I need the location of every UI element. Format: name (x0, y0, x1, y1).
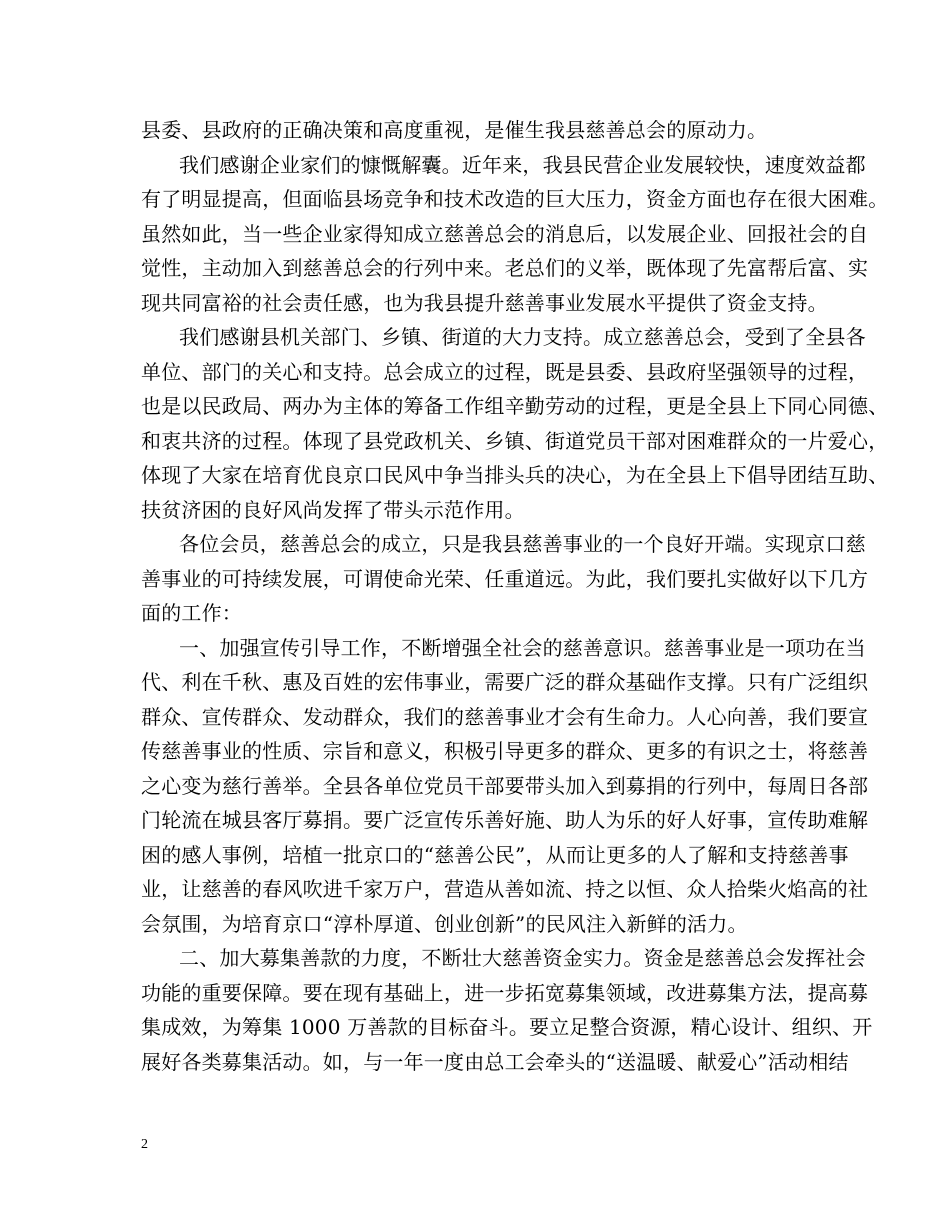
text-line: 我们感谢企业家们的慷慨解囊。近年来，我县民营企业发展较快，速度效益都 (179, 152, 866, 177)
text-line: 体现了大家在培育优良京口民风中争当排头兵的决心，为在全县上下倡导团结互助、 (141, 463, 889, 487)
text-line: 现共同富裕的社会责任感，也为我县提升慈善事业发展水平提供了资金支持。 (141, 290, 828, 315)
text-line: 群众、宣传群众、发动群众，我们的慈善事业才会有生命力。人心向善，我们要宣 (141, 704, 869, 729)
text-line: 单位、部门的关心和支持。总会成立的过程，既是县委、县政府坚强领导的过程， (141, 359, 869, 384)
text-line: 困的感人事例，培植一批京口的“慈善公民”，从而让更多的人了解和支持慈善事 (141, 842, 849, 867)
text-line: 会氛围，为培育京口“淳朴厚道、创业创新”的民风注入新鲜的活力。 (141, 911, 748, 936)
body-text (141, 113, 889, 1079)
text-line: 门轮流在城县客厅募捐。要广泛宣传乐善好施、助人为乐的好人好事，宣传助难解 (141, 808, 869, 832)
text-line: 代、利在千秋、惠及百姓的宏伟事业，需要广泛的群众基础作支撑。只有广泛组织 (141, 670, 869, 694)
text-line: 扶贫济困的良好风尚发挥了带头示范作用。 (141, 497, 525, 522)
text-line: 展好各类募集活动。如，与一年一度由总工会牵头的“送温暖、献爱心”活动相结 (141, 1049, 849, 1074)
text-line: 虽然如此，当一些企业家得知成立慈善总会的消息后，以发展企业、回报社会的自 (141, 221, 869, 246)
text-line: 面的工作： (141, 601, 242, 625)
paragraph (141, 631, 869, 942)
paragraph (141, 527, 869, 631)
text-line: 一、加强宣传引导工作，不断增强全社会的慈善意识。慈善事业是一项功在当 (179, 635, 866, 660)
text-line: 二、加大募集善款的力度，不断壮大慈善资金实力。资金是慈善总会发挥社会 (179, 946, 866, 970)
paragraph (141, 941, 873, 1079)
paragraph (141, 113, 829, 148)
text-line: 和衷共济的过程。体现了县党政机关、乡镇、街道党员干部对困难群众的一片爱心， (141, 428, 889, 453)
text-line: 有了明显提高，但面临县场竞争和技术改造的巨大压力，资金方面也存在很大困难。 (141, 187, 889, 211)
text-line: 觉性，主动加入到慈善总会的行列中来。老总们的义举，既体现了先富帮后富、实 (141, 256, 869, 280)
text-line: 我们感谢县机关部门、乡镇、街道的大力支持。成立慈善总会，受到了全县各 (179, 325, 866, 349)
text-line: 集成效，为筹集 1000 万善款的目标奋斗。要立足整合资源，精心设计、组织、开 (141, 1015, 873, 1039)
paragraph (141, 148, 889, 321)
paragraph (141, 320, 889, 527)
text-line: 善事业的可持续发展，可谓使命光荣、任重道远。为此，我们要扎实做好以下几方 (141, 566, 869, 591)
text-line: 传慈善事业的性质、宗旨和意义，积极引导更多的群众、更多的有识之士，将慈善 (141, 739, 869, 763)
text-line: 功能的重要保障。要在现有基础上，进一步拓宽募集领域，改进募集方法，提高募 (141, 980, 869, 1005)
text-line: 业，让慈善的春风吹进千家万户，营造从善如流、持之以恒、众人拾柴火焰高的社 (141, 877, 869, 901)
text-line: 之心变为慈行善举。全县各单位党员干部要带头加入到募捐的行列中，每周日各部 (141, 773, 869, 798)
text-line: 县委、县政府的正确决策和高度重视，是催生我县慈善总会的原动力。 (141, 118, 768, 142)
page-number: 2 (141, 1137, 148, 1152)
text-line: 各位会员，慈善总会的成立，只是我县慈善事业的一个良好开端。实现京口慈 (179, 532, 866, 556)
text-line: 也是以民政局、两办为主体的筹备工作组辛勤劳动的过程，更是全县上下同心同德、 (141, 394, 889, 418)
